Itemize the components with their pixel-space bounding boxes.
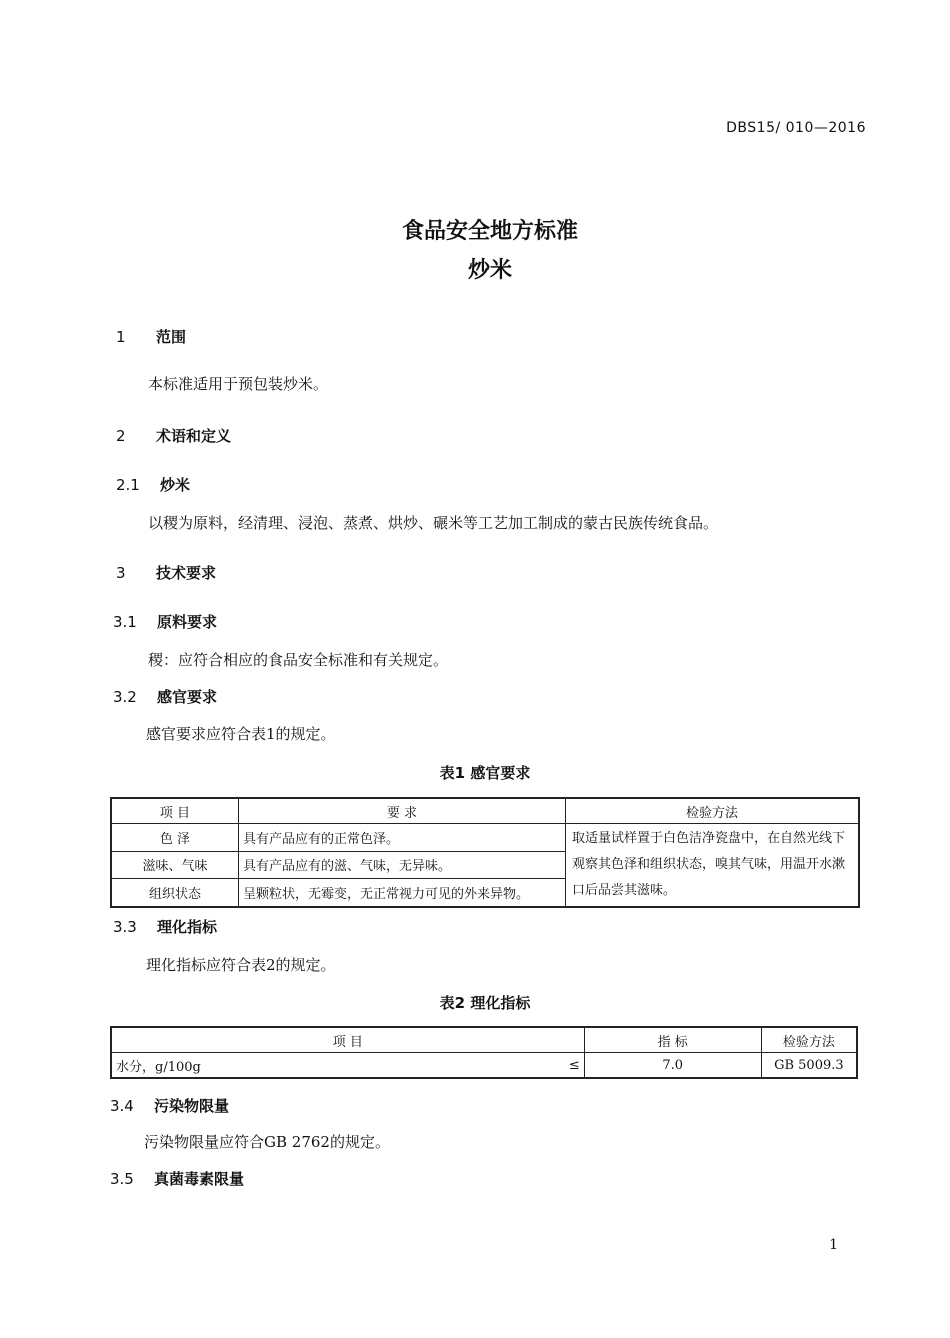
column-header-item: 项 目 xyxy=(111,1027,584,1053)
section-number: 2 xyxy=(116,427,126,445)
section-title: 污染物限量 xyxy=(154,1097,230,1115)
method-cell: 取适量试样置于白色洁净瓷盘中，在自然光线下观察其色泽和组织状态，嗅其气味，用温开水漱口后品尝其滋味。 xyxy=(566,824,860,908)
item-cell: 水分，g/100g xyxy=(111,1053,546,1079)
section-3-4-text: 污染物限量应符合GB 2762的规定。 xyxy=(144,1133,390,1151)
section-title: 技术要求 xyxy=(156,564,217,582)
section-3-heading xyxy=(116,562,216,583)
item-cell: 色 泽 xyxy=(111,824,239,852)
column-header-requirement: 要 求 xyxy=(239,798,566,824)
product-title: 炒米 xyxy=(467,258,512,283)
section-number: 3 xyxy=(116,564,126,582)
value-cell: 7.0 xyxy=(584,1053,761,1079)
section-number: 2.1 xyxy=(116,476,140,494)
section-number: 1 xyxy=(116,328,126,346)
sensory-requirements-table xyxy=(110,797,860,908)
column-header-index: 指 标 xyxy=(584,1027,761,1053)
table-header-row xyxy=(111,798,859,824)
section-3-2-text: 感官要求应符合表1的规定。 xyxy=(146,725,336,743)
section-number: 3.5 xyxy=(110,1170,134,1188)
section-title: 术语和定义 xyxy=(156,427,232,445)
section-number: 3.2 xyxy=(113,688,137,706)
section-title: 感官要求 xyxy=(157,688,218,706)
section-2-1-text: 以稷为原料，经清理、浸泡、蒸煮、烘炒、碾米等工艺加工制成的蒙古民族传统食品。 xyxy=(148,514,719,532)
document-number: DBS15/ 010—2016 xyxy=(726,120,866,136)
column-header-method: 检验方法 xyxy=(566,798,860,824)
method-cell: GB 5009.3 xyxy=(761,1053,857,1079)
section-3-2-heading xyxy=(113,686,217,707)
table-1-caption: 表1 感官要求 xyxy=(439,764,531,782)
item-cell: 组织状态 xyxy=(111,879,239,907)
operator-cell: ≤ xyxy=(546,1053,585,1079)
page-number: 1 xyxy=(829,1237,838,1253)
standard-title: 食品安全地方标准 xyxy=(401,219,578,244)
table-header-row xyxy=(111,1027,857,1053)
section-title: 范围 xyxy=(156,328,187,346)
section-number: 3.4 xyxy=(110,1097,134,1115)
section-3-3-heading xyxy=(113,916,217,937)
table-2-caption: 表2 理化指标 xyxy=(439,994,531,1012)
requirement-cell: 具有产品应有的正常色泽。 xyxy=(239,824,566,852)
section-3-4-heading xyxy=(110,1095,229,1116)
column-header-item: 项 目 xyxy=(111,798,239,824)
section-title: 原料要求 xyxy=(157,613,218,631)
table-row xyxy=(111,1053,857,1079)
section-1-text: 本标准适用于预包装炒米。 xyxy=(148,375,329,393)
item-cell: 滋味、气味 xyxy=(111,851,239,879)
table-row xyxy=(111,824,859,852)
section-title: 理化指标 xyxy=(157,918,218,936)
section-3-1-heading xyxy=(113,611,217,632)
physicochemical-table xyxy=(110,1026,858,1079)
section-number: 3.3 xyxy=(113,918,137,936)
section-2-heading xyxy=(116,425,231,446)
section-title: 炒米 xyxy=(160,476,191,494)
section-3-5-heading xyxy=(110,1168,244,1189)
section-1-heading xyxy=(116,326,186,347)
column-header-method: 检验方法 xyxy=(761,1027,857,1053)
section-3-1-text: 稷：应符合相应的食品安全标准和有关规定。 xyxy=(148,651,449,669)
section-3-3-text: 理化指标应符合表2的规定。 xyxy=(146,956,336,974)
requirement-cell: 呈颗粒状，无霉变，无正常视力可见的外来异物。 xyxy=(239,879,566,907)
requirement-cell: 具有产品应有的滋、气味，无异味。 xyxy=(239,851,566,879)
section-number: 3.1 xyxy=(113,613,137,631)
section-2-1-heading xyxy=(116,474,190,495)
section-title: 真菌毒素限量 xyxy=(154,1170,245,1188)
